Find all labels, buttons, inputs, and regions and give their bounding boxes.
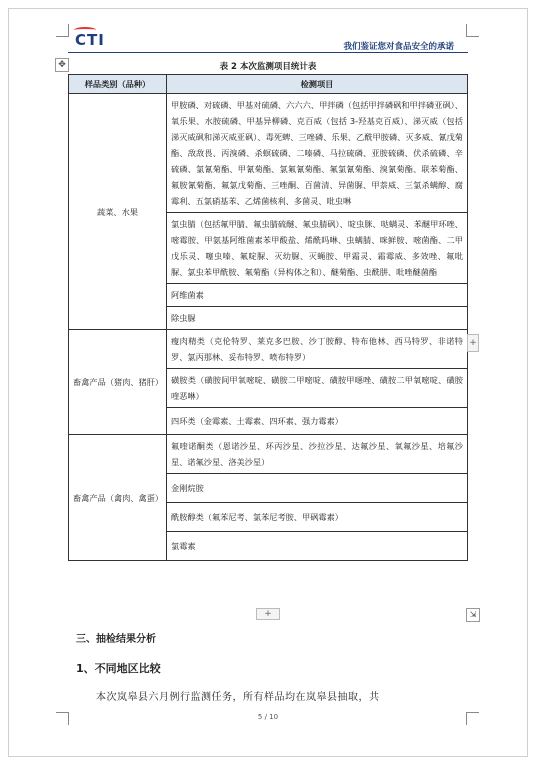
item-cell: 酰胺醇类（氟苯尼考、氯苯尼考胺、甲砜霉素） (167, 503, 468, 532)
table-resize-corner-icon[interactable]: ⇲ (466, 608, 480, 622)
page-number: 5 / 10 (257, 713, 279, 721)
category-cell: 蔬菜、水果 (69, 94, 167, 330)
table-move-handle-icon[interactable]: ✥ (55, 58, 69, 72)
body-paragraph: 本次岚皋县六月例行监测任务，所有样品均在岚皋县抽取，共 (96, 692, 380, 703)
category-cell: 畜禽产品（猪肉、猪肝） (69, 330, 167, 435)
monitoring-items-table (68, 74, 468, 561)
item-cell: 阿维菌素 (167, 284, 468, 307)
header-rule (68, 52, 468, 53)
item-cell: 磺胺类（磺胺间甲氧嘧啶、磺胺二甲嘧啶、磺胺甲噁唑、磺胺二甲氧嘧啶、磺胺喹恶啉） (167, 369, 468, 408)
item-cell: 金刚烷胺 (167, 474, 468, 503)
table-title: 表 2 本次监测项目统计表 (219, 62, 317, 72)
table-row (69, 330, 468, 369)
item-cell: 除虫脲 (167, 307, 468, 330)
header-category: 样品类别（品种） (69, 75, 167, 94)
add-column-plus-icon[interactable]: + (467, 334, 479, 352)
item-cell: 甲胺磷、对硫磷、甲基对硫磷、六六六、甲拌磷（包括甲拌磷砜和甲拌磷亚砜）、氧乐果、水胺硫磷、甲基异柳磷、克百威（包括 3-羟基克百威）、涕灭威（包括涕灭威砜和涕灭威亚砜）、毒死蜱、三唑磷、乐果、乙酰甲胺磷、灭多威、氰戊菊酯、敌敌畏、丙溴磷、杀螟硫磷、二嗪磷、马拉硫磷、亚胺硫磷、伏杀硫磷、辛硫磷、氯氰菊酯、甲氰菊酯、氯氟氰菊酯、氟氯氰菊酯、溴氰菊酯、联苯菊酯、氟胺氰菊酯、氟氯戊菊酯、三唑酮、百菌清、异菌脲、甲萘威、三氯杀螨醇、腐霉利、五氯硝基苯、乙烯菌核利、多菌灵、吡虫啉 (167, 94, 468, 213)
table-row (69, 94, 468, 213)
crop-mark-top-right (466, 24, 479, 37)
category-cell: 畜禽产品（禽肉、禽蛋） (69, 435, 167, 561)
crop-mark-top-left (56, 24, 69, 37)
header-slogan: 我们鉴证您对食品安全的承诺 (343, 42, 454, 52)
item-cell: 氯虫腈（包括氟甲腈、氟虫腈硫醚、氟虫腈砜）、啶虫脒、哒螨灵、苯醚甲环唑、嘧霉胺、甲氨基阿维菌素苯甲酸盐、烯酰吗啉、虫螨腈、咪鲜胺、嘧菌酯、二甲戊乐灵、噻虫嗪、氟啶脲、灭幼脲、灭蝇胺、甲霜灵、霜霉威、多效唑、氟吡脲、氯虫苯甲酰胺、氟菊酯（异构体之和）、醚菊酯、虫酰肼、吡唑醚菌酯 (167, 213, 468, 284)
table-row (69, 435, 468, 474)
item-cell: 氯霉素 (167, 532, 468, 561)
add-row-plus-icon[interactable]: + (256, 608, 280, 620)
item-cell: 四环类（金霉素、土霉素、四环素、强力霉素） (167, 408, 468, 435)
section-heading: 三、抽检结果分析 (76, 634, 156, 645)
subsection-heading: 1、不同地区比较 (76, 662, 161, 675)
header-items: 检测项目 (167, 75, 468, 94)
item-cell: 氟喹诺酮类（恩诺沙星、环丙沙星、沙拉沙星、达氟沙星、氧氟沙星、培氟沙星、诺氟沙星、洛美沙星） (167, 435, 468, 474)
table-header-row (69, 75, 468, 94)
item-cell: 瘦肉精类（克伦特罗、莱克多巴胺、沙丁胺醇、特布他林、西马特罗、非诺特罗、氯丙那林、妥布特罗、喷布特罗） (167, 330, 468, 369)
company-logo: CTI (75, 31, 105, 49)
